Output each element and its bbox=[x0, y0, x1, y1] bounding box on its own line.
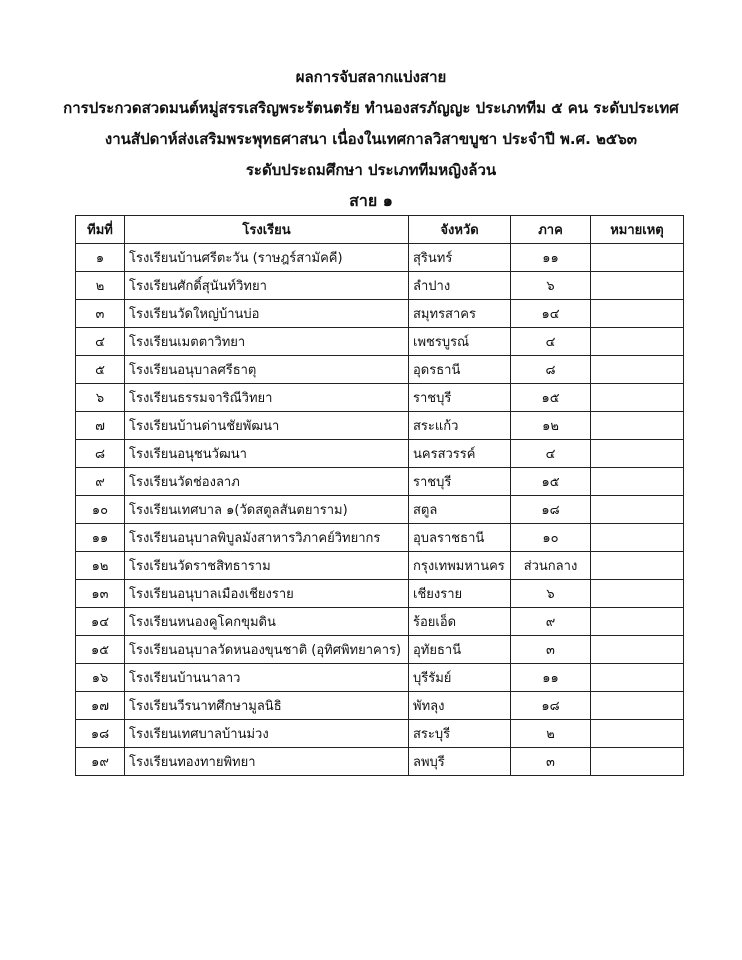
remark-cell bbox=[591, 580, 684, 608]
school-name-cell: โรงเรียนบ้านนาลาว bbox=[125, 664, 409, 692]
school-name-cell: โรงเรียนบ้านศรีตะวัน (ราษฎร์สามัคคี) bbox=[125, 244, 409, 272]
team-number-cell: ๑๕ bbox=[76, 636, 125, 664]
remark-cell bbox=[591, 496, 684, 524]
region-cell: ๔ bbox=[511, 328, 591, 356]
province-cell: อุทัยธานี bbox=[409, 636, 511, 664]
column-header-province: จังหวัด bbox=[409, 216, 511, 244]
category-label: ระดับประถมศึกษา ประเภททีมหญิงล้วน bbox=[245, 161, 497, 179]
table-row bbox=[76, 244, 684, 272]
remark-cell bbox=[591, 608, 684, 636]
region-cell: ๘ bbox=[511, 356, 591, 384]
remark-cell bbox=[591, 664, 684, 692]
team-number-cell: ๑๙ bbox=[76, 748, 125, 776]
table-row bbox=[76, 720, 684, 748]
region-cell: ๑๘ bbox=[511, 692, 591, 720]
table-row bbox=[76, 580, 684, 608]
school-name-cell: โรงเรียนทองทายพิทยา bbox=[125, 748, 409, 776]
school-name-cell: โรงเรียนอนุบาลวัดหนองขุนชาติ (อุทิศพิทยาคาร) bbox=[125, 636, 409, 664]
province-cell: บุรีรัมย์ bbox=[409, 664, 511, 692]
column-header-remark: หมายเหตุ bbox=[591, 216, 684, 244]
region-cell: ๑๘ bbox=[511, 496, 591, 524]
region-cell: ๑๒ bbox=[511, 412, 591, 440]
event-name: งานสัปดาห์ส่งเสริมพระพุทธศาสนา เนื่องในเทศกาลวิสาขบูชา ประจำปี พ.ศ. ๒๕๖๓ bbox=[104, 130, 638, 148]
remark-cell bbox=[591, 524, 684, 552]
column-header-region: ภาค bbox=[511, 216, 591, 244]
region-cell: ๑๑ bbox=[511, 244, 591, 272]
school-name-cell: โรงเรียนเทศบาล ๑(วัดสตูลสันตยาราม) bbox=[125, 496, 409, 524]
province-cell: ร้อยเอ็ด bbox=[409, 608, 511, 636]
table-row bbox=[76, 468, 684, 496]
province-cell: เชียงราย bbox=[409, 580, 511, 608]
table-row bbox=[76, 692, 684, 720]
province-cell: อุดรธานี bbox=[409, 356, 511, 384]
table-row bbox=[76, 664, 684, 692]
school-name-cell: โรงเรียนเมตตาวิทยา bbox=[125, 328, 409, 356]
table-body bbox=[76, 244, 684, 776]
province-cell: สตูล bbox=[409, 496, 511, 524]
remark-cell bbox=[591, 328, 684, 356]
results-table bbox=[75, 215, 684, 776]
team-number-cell: ๕ bbox=[76, 356, 125, 384]
table-row bbox=[76, 748, 684, 776]
province-cell: สมุทรสาคร bbox=[409, 300, 511, 328]
school-name-cell: โรงเรียนวัดใหญ่บ้านบ่อ bbox=[125, 300, 409, 328]
region-cell: ๖ bbox=[511, 580, 591, 608]
table-row bbox=[76, 496, 684, 524]
province-cell: เพชรบูรณ์ bbox=[409, 328, 511, 356]
school-name-cell: โรงเรียนวีรนาทศึกษามูลนิธิ bbox=[125, 692, 409, 720]
remark-cell bbox=[591, 720, 684, 748]
team-number-cell: ๓ bbox=[76, 300, 125, 328]
table-row bbox=[76, 524, 684, 552]
remark-cell bbox=[591, 272, 684, 300]
region-cell: ๒ bbox=[511, 720, 591, 748]
table-row bbox=[76, 272, 684, 300]
team-number-cell: ๔ bbox=[76, 328, 125, 356]
region-cell: ๙ bbox=[511, 608, 591, 636]
remark-cell bbox=[591, 440, 684, 468]
team-number-cell: ๑๘ bbox=[76, 720, 125, 748]
group-label: สาย ๑ bbox=[349, 191, 393, 210]
school-name-cell: โรงเรียนธรรมจาริณีวิทยา bbox=[125, 384, 409, 412]
document-title: ผลการจับสลากแบ่งสาย bbox=[295, 68, 447, 86]
team-number-cell: ๑๗ bbox=[76, 692, 125, 720]
table-row bbox=[76, 356, 684, 384]
school-name-cell: โรงเรียนอนุชนวัฒนา bbox=[125, 440, 409, 468]
team-number-cell: ๑๑ bbox=[76, 524, 125, 552]
remark-cell bbox=[591, 356, 684, 384]
remark-cell bbox=[591, 384, 684, 412]
school-name-cell: โรงเรียนศักดิ์สุนันท์วิทยา bbox=[125, 272, 409, 300]
province-cell: ลพบุรี bbox=[409, 748, 511, 776]
province-cell: พัทลุง bbox=[409, 692, 511, 720]
province-cell: สระแก้ว bbox=[409, 412, 511, 440]
table-row bbox=[76, 300, 684, 328]
region-cell: ๑๑ bbox=[511, 664, 591, 692]
team-number-cell: ๑๒ bbox=[76, 552, 125, 580]
team-number-cell: ๑๐ bbox=[76, 496, 125, 524]
table-row bbox=[76, 440, 684, 468]
remark-cell bbox=[591, 244, 684, 272]
province-cell: กรุงเทพมหานคร bbox=[409, 552, 511, 580]
remark-cell bbox=[591, 468, 684, 496]
school-name-cell: โรงเรียนวัดราชสิทธาราม bbox=[125, 552, 409, 580]
region-cell: ๑๐ bbox=[511, 524, 591, 552]
remark-cell bbox=[591, 636, 684, 664]
province-cell: สระบุรี bbox=[409, 720, 511, 748]
region-cell: ๑๔ bbox=[511, 300, 591, 328]
province-cell: ราชบุรี bbox=[409, 384, 511, 412]
table-row bbox=[76, 412, 684, 440]
table-row bbox=[76, 608, 684, 636]
remark-cell bbox=[591, 412, 684, 440]
province-cell: ราชบุรี bbox=[409, 468, 511, 496]
province-cell: ลำปาง bbox=[409, 272, 511, 300]
team-number-cell: ๖ bbox=[76, 384, 125, 412]
province-cell: อุบลราชธานี bbox=[409, 524, 511, 552]
region-cell: ๑๕ bbox=[511, 468, 591, 496]
team-number-cell: ๘ bbox=[76, 440, 125, 468]
remark-cell bbox=[591, 552, 684, 580]
table-row bbox=[76, 384, 684, 412]
column-header-school: โรงเรียน bbox=[125, 216, 409, 244]
school-name-cell: โรงเรียนหนองคูโคกขุมดิน bbox=[125, 608, 409, 636]
school-name-cell: โรงเรียนเทศบาลบ้านม่วง bbox=[125, 720, 409, 748]
team-number-cell: ๑๓ bbox=[76, 580, 125, 608]
region-cell: ๖ bbox=[511, 272, 591, 300]
school-name-cell: โรงเรียนอนุบาลพิบูลมังสาหารวิภาคย์วิทยากร bbox=[125, 524, 409, 552]
remark-cell bbox=[591, 748, 684, 776]
team-number-cell: ๙ bbox=[76, 468, 125, 496]
school-name-cell: โรงเรียนบ้านด่านชัยพัฒนา bbox=[125, 412, 409, 440]
remark-cell bbox=[591, 692, 684, 720]
table-header-row bbox=[76, 216, 684, 244]
team-number-cell: ๑ bbox=[76, 244, 125, 272]
team-number-cell: ๒ bbox=[76, 272, 125, 300]
table-row bbox=[76, 636, 684, 664]
province-cell: นครสวรรค์ bbox=[409, 440, 511, 468]
team-number-cell: ๗ bbox=[76, 412, 125, 440]
region-cell: ๑๕ bbox=[511, 384, 591, 412]
table-row bbox=[76, 552, 684, 580]
province-cell: สุรินทร์ bbox=[409, 244, 511, 272]
school-name-cell: โรงเรียนวัดช่องลาภ bbox=[125, 468, 409, 496]
region-cell: ๓ bbox=[511, 636, 591, 664]
region-cell: ๔ bbox=[511, 440, 591, 468]
table-row bbox=[76, 328, 684, 356]
contest-name: การประกวดสวดมนต์หมู่สรรเสริญพระรัตนตรัย ทำนองสรภัญญะ ประเภททีม ๕ คน ระดับประเทศ bbox=[63, 99, 679, 117]
column-header-team-no: ทีมที่ bbox=[76, 216, 125, 244]
region-cell: ๓ bbox=[511, 748, 591, 776]
region-cell: ส่วนกลาง bbox=[511, 552, 591, 580]
remark-cell bbox=[591, 300, 684, 328]
team-number-cell: ๑๖ bbox=[76, 664, 125, 692]
school-name-cell: โรงเรียนอนุบาลศรีธาตุ bbox=[125, 356, 409, 384]
team-number-cell: ๑๔ bbox=[76, 608, 125, 636]
school-name-cell: โรงเรียนอนุบาลเมืองเชียงราย bbox=[125, 580, 409, 608]
